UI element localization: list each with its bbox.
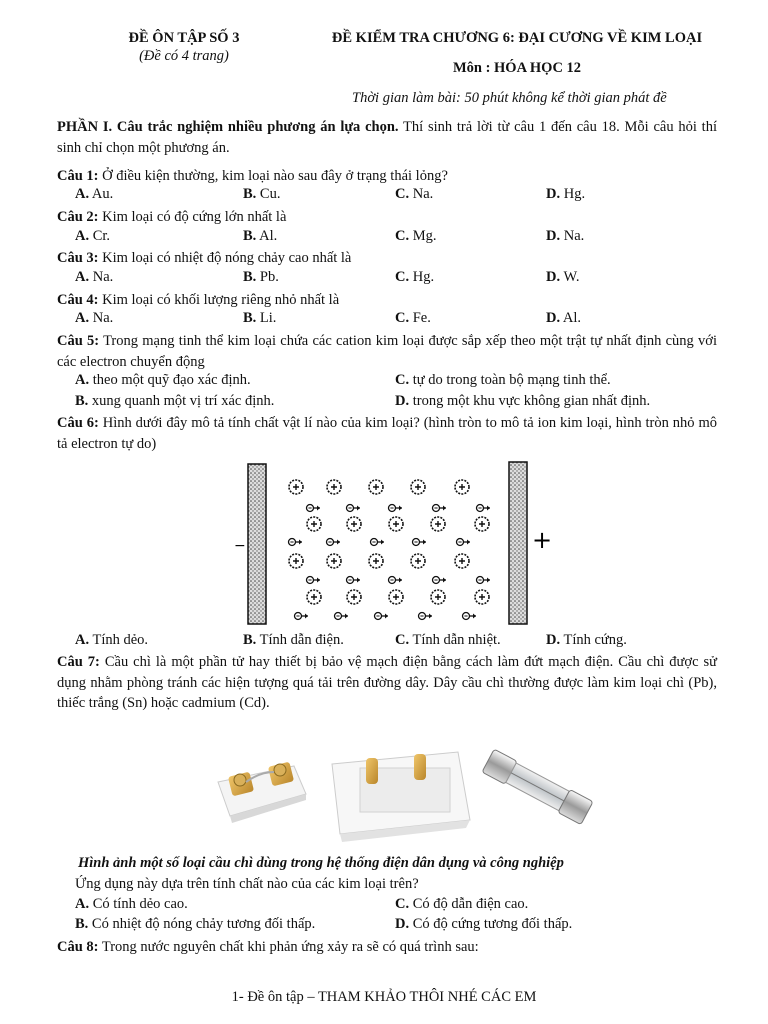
subject-line: Môn : HÓA HỌC 12 (452, 60, 582, 76)
option-b[interactable]: B. Cu. (243, 186, 281, 202)
metal-ion (411, 554, 425, 568)
option-b[interactable]: B. xung quanh một vị trí xác định. (75, 393, 275, 409)
metal-ion (307, 590, 321, 604)
question-number: Câu 2: (57, 209, 99, 225)
question-text: Kim loại có nhiệt độ nóng chảy cao nhất là (98, 250, 352, 266)
option-c[interactable]: C. Có độ dẫn điện cao. (395, 896, 529, 912)
metal-ion (307, 517, 321, 531)
free-electron (477, 577, 491, 584)
free-electron (389, 505, 403, 512)
minus-sign: − (234, 538, 246, 554)
metal-ion (369, 480, 383, 494)
option-d[interactable]: D. Có độ cứng tương đối thấp. (395, 916, 573, 932)
metal-ion (389, 517, 403, 531)
option-b[interactable]: B. Al. (243, 228, 278, 244)
metal-ion (369, 554, 383, 568)
option-d[interactable]: D. trong một khu vực không gian nhất định. (395, 393, 651, 409)
porcelain-fuse-base (218, 762, 306, 823)
part1-desc: Thí sinh trả lời từ câu 1 đến câu 18. Mỗi câu hỏi thí sinh chỉ chọn một phương án. (57, 119, 717, 156)
option-b[interactable]: B. Pb. (243, 269, 279, 285)
question-text: Ở điều kiện thường, kim loại nào sau đây ở trạng thái lỏng? (98, 168, 448, 184)
question-3 (57, 248, 717, 269)
option-c[interactable]: C. Na. (395, 186, 434, 202)
option-a[interactable]: A. Có tính dẻo cao. (75, 896, 188, 912)
positive-electrode (509, 462, 527, 624)
option-b[interactable]: B. Tính dẫn điện. (243, 632, 344, 648)
page-count-note: (Đề có 4 trang) (139, 48, 229, 64)
free-electron (307, 505, 321, 512)
ceramic-fuse-holder (332, 752, 470, 842)
option-a[interactable]: A. Na. (75, 269, 114, 285)
question-text: Kim loại có khối lượng riêng nhỏ nhất là (98, 292, 340, 308)
metal-ion (431, 517, 445, 531)
glass-tube-fuse (482, 749, 593, 825)
question-number: Câu 8: (57, 939, 99, 955)
free-electron (457, 539, 471, 546)
question-5 (57, 331, 717, 372)
option-c[interactable]: C. Hg. (395, 269, 435, 285)
free-electron (375, 613, 389, 620)
free-electron (477, 505, 491, 512)
fuses-figure (190, 724, 595, 848)
part1-title: PHẦN I. Câu trắc nghiệm nhiều phương án lựa chọn. (57, 119, 399, 135)
option-d[interactable]: D. Hg. (546, 186, 586, 202)
option-d[interactable]: D. Tính cứng. (546, 632, 627, 648)
free-electron (371, 539, 385, 546)
question-8 (57, 937, 717, 958)
free-electron (347, 577, 361, 584)
option-b[interactable]: B. Có nhiệt độ nóng chảy tương đối thấp. (75, 916, 316, 932)
metal-ion (289, 554, 303, 568)
option-c[interactable]: C. Fe. (395, 310, 431, 326)
option-d[interactable]: D. Na. (546, 228, 585, 244)
option-a[interactable]: A. Au. (75, 186, 114, 202)
option-a[interactable]: A. Tính dẻo. (75, 632, 149, 648)
free-electron (413, 539, 427, 546)
metal-ion (411, 480, 425, 494)
negative-electrode (248, 464, 266, 624)
metal-ion (389, 590, 403, 604)
question-number: Câu 6: (57, 415, 99, 431)
page-footer: 1- Đề ôn tập – THAM KHẢO THÔI NHÉ CÁC EM (231, 989, 537, 1005)
question-1 (57, 166, 717, 187)
metal-ion (327, 554, 341, 568)
question-text: Cầu chì là một phần tử hay thiết bị bảo vệ mạch điện bằng cách làm đứt mạch điện. Cầu chì được sử dụng nhằm phòng tránh các hiện tượng quá tải trên đường dây. Dây cầu chì thường được làm kim loại chì (Pb), thiếc trắng (Sn) hoặc cadmium (Cd). (57, 654, 717, 711)
conduction-figure (226, 460, 556, 626)
sub-question: Ứng dụng này dựa trên tính chất nào của các kim loại trên? (75, 876, 419, 892)
free-electron (295, 613, 309, 620)
metal-ion (289, 480, 303, 494)
free-electron (389, 577, 403, 584)
metal-ion (475, 590, 489, 604)
option-a[interactable]: A. Na. (75, 310, 114, 326)
free-electron (347, 505, 361, 512)
free-electron (307, 577, 321, 584)
option-c[interactable]: C. tự do trong toàn bộ mạng tinh thể. (395, 372, 611, 388)
free-electron (433, 505, 447, 512)
question-number: Câu 3: (57, 250, 99, 266)
metal-ion (431, 590, 445, 604)
free-electron (327, 539, 341, 546)
option-d[interactable]: D. W. (546, 269, 580, 285)
question-7 (57, 652, 717, 714)
exam-number-title: ĐỀ ÔN TẬP SỐ 3 (128, 30, 240, 46)
question-2 (57, 207, 717, 228)
free-electron (419, 613, 433, 620)
metal-ion (327, 480, 341, 494)
question-4 (57, 290, 717, 311)
option-c[interactable]: C. Tính dẫn nhiệt. (395, 632, 501, 648)
part1-heading (57, 117, 717, 158)
free-electron (289, 539, 303, 546)
option-c[interactable]: C. Mg. (395, 228, 437, 244)
metal-ion (347, 590, 361, 604)
option-b[interactable]: B. Li. (243, 310, 277, 326)
question-6 (57, 413, 717, 454)
question-text: Hình dưới đây mô tả tính chất vật lí nào của kim loại? (hình tròn to mô tả ion kim loại, hình tròn nhỏ mô tả electron tự do) (57, 415, 717, 452)
option-a[interactable]: A. theo một quỹ đạo xác định. (75, 372, 251, 388)
metal-ion (475, 517, 489, 531)
figure-caption: Hình ảnh một số loại cầu chì dùng trong hệ thống điện dân dụng và công nghiệp (78, 855, 564, 871)
question-text: Trong mạng tinh thể kim loại chứa các cation kim loại được sắp xếp theo một trật tự nhất định cùng với các electron chuyển động (57, 333, 717, 370)
question-number: Câu 7: (57, 654, 100, 670)
plus-sign: + (532, 526, 553, 554)
question-number: Câu 5: (57, 333, 100, 349)
free-electron (463, 613, 477, 620)
metal-ion (455, 480, 469, 494)
option-a[interactable]: A. Cr. (75, 228, 111, 244)
time-note: Thời gian làm bài: 50 phút không kể thời gian phát đề (352, 90, 667, 106)
option-d[interactable]: D. Al. (546, 310, 582, 326)
question-number: Câu 1: (57, 168, 99, 184)
metal-ion (347, 517, 361, 531)
exam-title: ĐỀ KIỂM TRA CHƯƠNG 6: ĐẠI CƯƠNG VỀ KIM LOẠI (331, 30, 703, 46)
metal-ion (455, 554, 469, 568)
free-electron (433, 577, 447, 584)
question-text: Trong nước nguyên chất khi phản ứng xảy ra sẽ có quá trình sau: (98, 939, 479, 955)
free-electron (335, 613, 349, 620)
question-number: Câu 4: (57, 292, 99, 308)
question-text: Kim loại có độ cứng lớn nhất là (98, 209, 287, 225)
